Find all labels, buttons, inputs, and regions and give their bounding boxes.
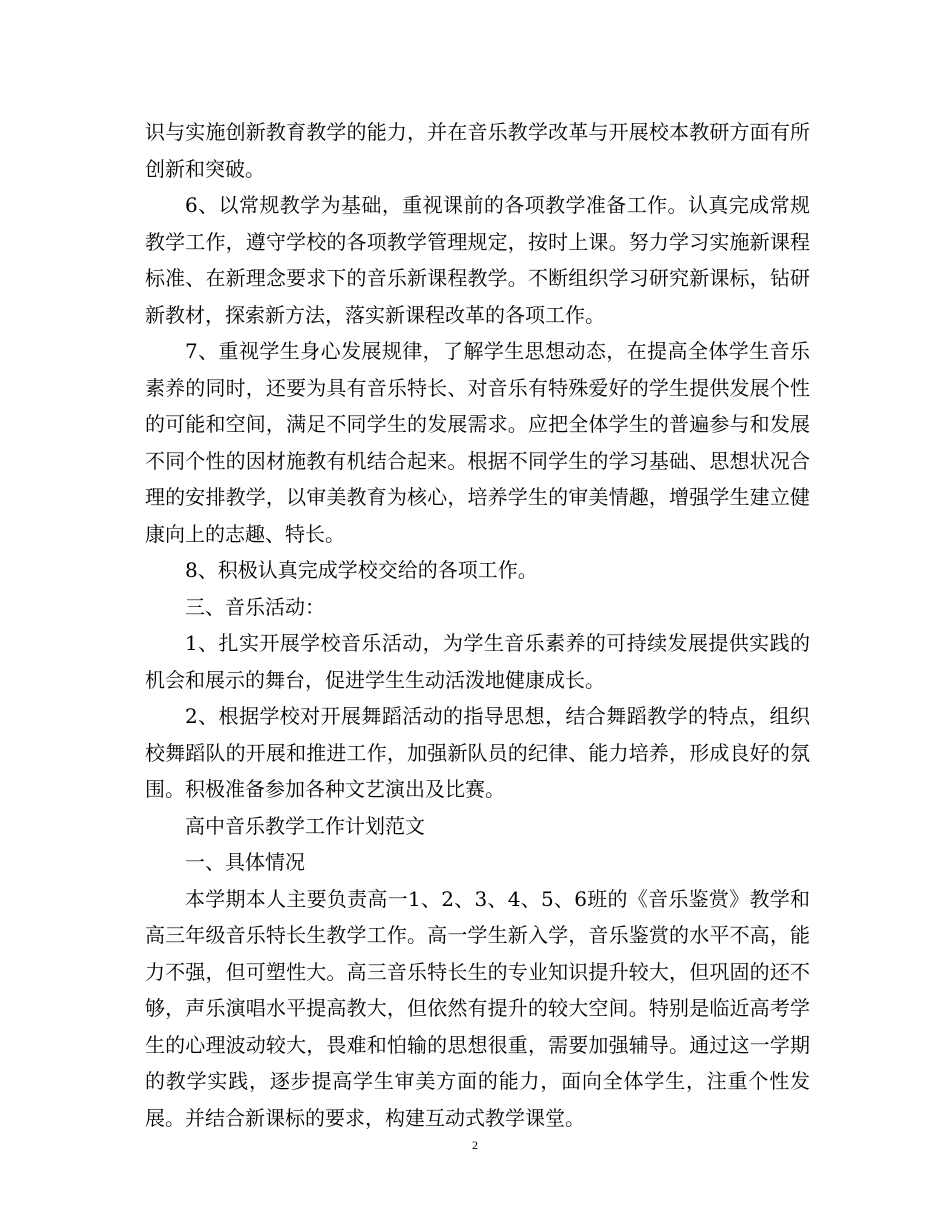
paragraph-continuation: 识与实施创新教育教学的能力，并在音乐教学改革与开展校本教研方面有所创新和突破。	[145, 120, 810, 181]
paragraph-activity-1: 1、扎实开展学校音乐活动，为学生音乐素养的可持续发展提供实践的机会和展示的舞台，促进学生生动活泼地健康成长。	[145, 631, 810, 692]
paragraph-item-8: 8、积极认真完成学校交给的各项工作。	[185, 558, 538, 582]
page-number: 2	[472, 1138, 478, 1152]
document-body	[145, 114, 810, 1136]
paragraph-activity-2: 2、根据学校对开展舞蹈活动的指导思想，结合舞蹈教学的特点，组织校舞蹈队的开展和推进工作，加强新队员的纪律、能力培养，形成良好的氛围。积极准备参加各种文艺演出及比赛。	[145, 704, 810, 801]
section-heading-situation: 一、具体情况	[185, 850, 305, 874]
paragraph-situation: 本学期本人主要负责高一1、2、3、4、5、6班的《音乐鉴赏》教学和高三年级音乐特长生教学工作。高一学生新入学，音乐鉴赏的水平不高，能力不强，但可塑性大。高三音乐特长生的专业知识提升较大，但巩固的还不够，声乐演唱水平提高教大，但依然有提升的较大空间。特别是临近高考学生的心理波动较大，畏难和怕输的思想很重，需要加强辅导。通过这一学期的教学实践，逐步提高学生审美方面的能力，面向全体学生，注重个性发展。并结合新课标的要求，构建互动式教学课堂。	[145, 886, 810, 1130]
section-heading-music-activities: 三、音乐活动：	[185, 594, 325, 619]
paragraph-item-7: 7、重视学生身心发展规律，了解学生思想动态，在提高全体学生音乐素养的同时，还要为具有音乐特长、对音乐有特殊爱好的学生提供发展个性的可能和空间，满足不同学生的发展需求。应把全体学生的普遍参与和发展不同个性的因材施教有机结合起来。根据不同学生的学习基础、思想状况合理的安排教学，以审美教育为核心，培养学生的审美情趣，增强学生建立健康向上的志趣、特长。	[145, 339, 810, 546]
document-title: 高中音乐教学工作计划范文	[185, 813, 425, 838]
paragraph-item-6: 6、以常规教学为基础，重视课前的各项教学准备工作。认真完成常规教学工作，遵守学校的各项教学管理规定，按时上课。努力学习实施新课程标准、在新理念要求下的音乐新课程教学。不断组织学习研究新课标，钻研新教材，探索新方法，落实新课程改革的各项工作。	[145, 193, 810, 327]
